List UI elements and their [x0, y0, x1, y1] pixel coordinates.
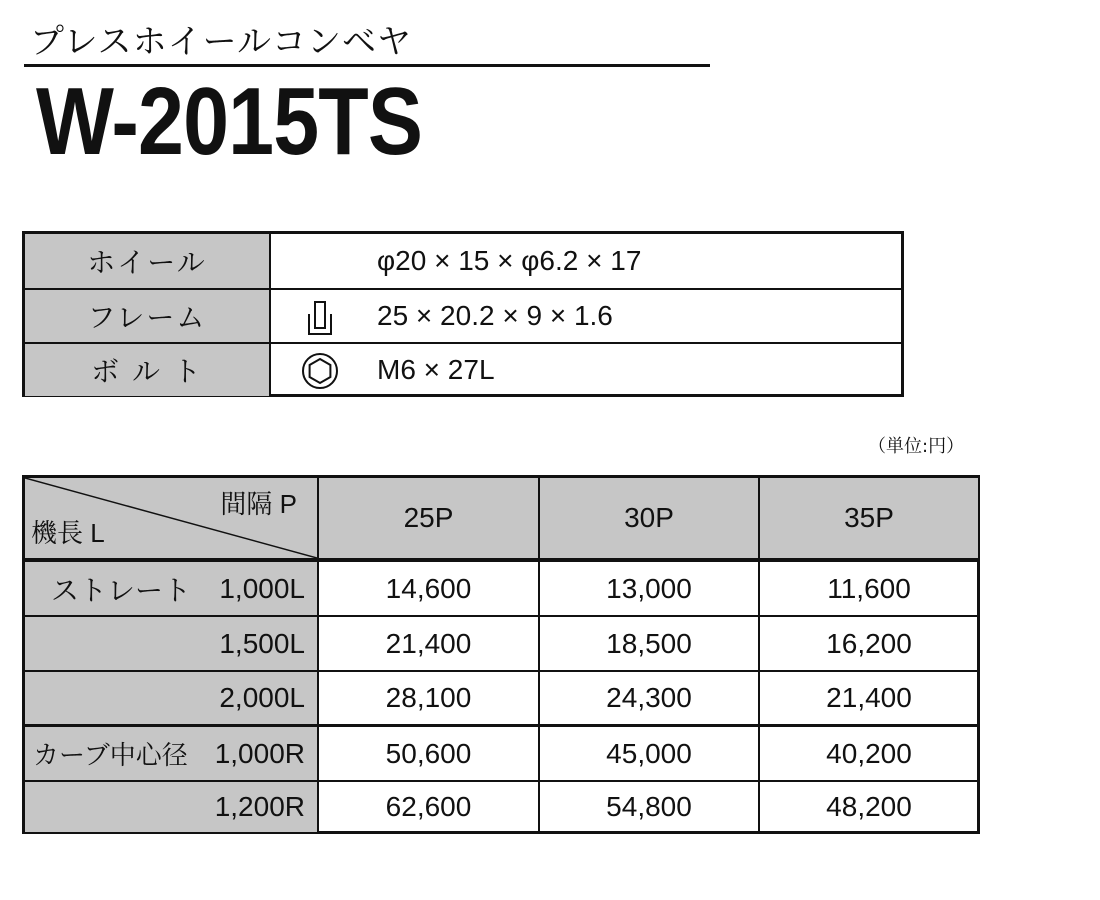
price-cell: 14,600 — [385, 572, 472, 604]
price-cell: 50,600 — [385, 737, 472, 769]
spec-value: 25 × 20.2 × 9 × 1.6 — [377, 300, 613, 331]
column-divider — [317, 478, 319, 831]
row-divider — [25, 780, 977, 782]
frame-profile-icon — [299, 296, 341, 338]
spec-value: φ20 × 15 × φ6.2 × 17 — [377, 245, 642, 276]
model-number: W-2015TS — [36, 68, 423, 175]
price-cell: 24,300 — [606, 682, 692, 713]
row-divider — [25, 615, 977, 617]
spec-value-cell — [271, 234, 901, 288]
price-cell: 40,200 — [826, 737, 912, 769]
price-cell: 28,100 — [385, 682, 472, 713]
spec-value-cell — [271, 344, 901, 396]
price-cell: 54,800 — [606, 791, 692, 822]
spec-value-cell — [271, 290, 901, 342]
row-length-label: 1,500L — [219, 627, 305, 659]
price-cell: 21,400 — [385, 627, 472, 659]
row-header — [25, 672, 317, 724]
row-divider — [25, 670, 977, 672]
spec-row-frame — [25, 288, 901, 342]
spec-row-bolt — [25, 342, 901, 396]
price-cell: 18,500 — [606, 627, 692, 659]
row-header — [25, 782, 317, 832]
price-cell: 21,400 — [826, 682, 912, 713]
row-group-label: ストレート — [51, 574, 192, 606]
column-header: 25P — [319, 478, 538, 558]
price-cell: 48,200 — [826, 791, 912, 822]
column-divider — [758, 478, 760, 831]
spec-table — [22, 231, 904, 397]
spec-label: ホイール — [25, 234, 271, 288]
header-divider — [25, 558, 977, 562]
price-cell: 16,200 — [826, 627, 912, 659]
row-length-label: 1,000L — [219, 572, 305, 604]
title-underline — [24, 64, 710, 67]
corner-length-label: 機長 L — [31, 518, 105, 548]
price-cell: 11,600 — [827, 572, 911, 604]
row-header — [25, 562, 317, 615]
row-group-label: カーブ中心径 — [33, 740, 188, 770]
column-divider — [538, 478, 540, 831]
unit-note: （単位:円） — [868, 436, 965, 457]
hex-bolt-icon — [299, 350, 341, 392]
group-divider — [25, 724, 977, 727]
row-header — [25, 617, 317, 670]
price-cell: 13,000 — [606, 572, 692, 604]
price-table — [22, 475, 980, 834]
price-cell: 45,000 — [606, 737, 692, 769]
row-length-label: 1,200R — [214, 791, 305, 822]
row-length-label: 2,000L — [219, 682, 305, 713]
column-header: 30P — [540, 478, 758, 558]
row-length-label: 1,000R — [214, 737, 305, 769]
product-category-title: プレスホイールコンベヤ — [30, 22, 412, 62]
price-cell: 62,600 — [385, 791, 472, 822]
spec-row-wheel — [25, 234, 901, 288]
spec-label: フレーム — [25, 290, 271, 342]
corner-header-cell — [25, 478, 317, 558]
spec-value: M6 × 27L — [377, 354, 495, 385]
corner-pitch-label: 間隔 P — [220, 489, 297, 519]
column-header: 35P — [760, 478, 978, 558]
row-header — [25, 727, 317, 780]
spec-label: ボ ル ト — [25, 344, 271, 396]
